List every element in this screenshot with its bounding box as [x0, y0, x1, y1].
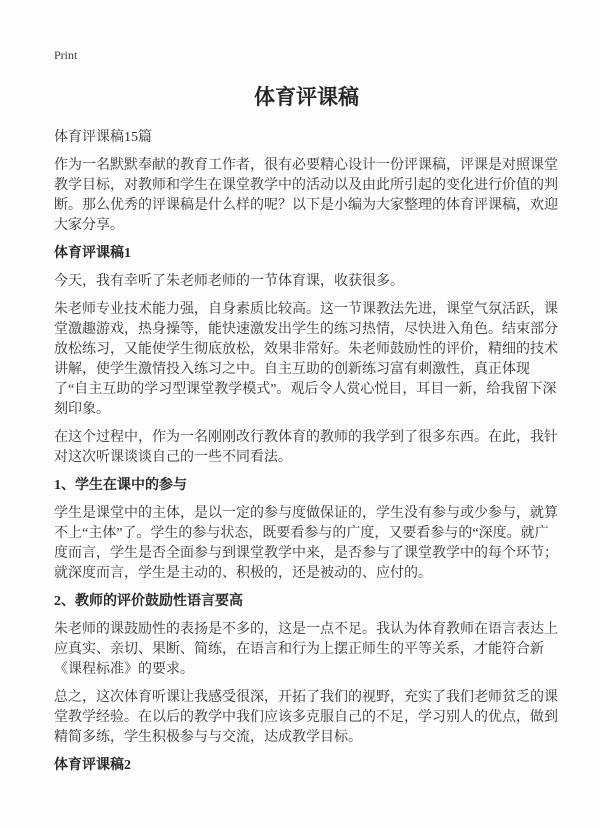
- paragraph: 在这个过程中，作为一名刚刚改行教体育的教师的我学到了很多东西。在此，我针对这次听课谈谈自己的一些不同看法。: [54, 430, 558, 465]
- intro-paragraph: 作为一名默默奉献的教育工作者，很有必要精心设计一份评课稿，评课是对照课堂教学目标，对教师和学生在课堂教学中的活动以及由此所引起的变化进行价值的判断。那么优秀的评课稿是什么样的呢？以下是小编为大家整理的体育评课稿，欢迎大家分享。: [54, 158, 558, 233]
- print-button[interactable]: Print: [54, 48, 78, 62]
- subtitle: 体育评课稿15篇: [54, 130, 152, 145]
- subsection-heading-1: 1、学生在课中的参与: [54, 478, 187, 493]
- document-title: 体育评课稿: [254, 85, 359, 109]
- paragraph: 学生是课堂中的主体，是以一定的参与度做保证的，学生没有参与或少参与，就算不上“主体”了。学生的参与状态，既要看参与的广度，又要看参与的“深度。就广度而言，学生是否全面参与到课堂教学中来，是否参与了课堂教学中的每个环节；就深度而言，学生是主动的、积极的，还是被动的、应付的。: [54, 506, 558, 581]
- paragraph: 朱老师专业技术能力强，自身素质比较高。这一节课教法先进，课堂气氛活跃，课堂激趣游戏，热身操等，能快速激发出学生的练习热情，尽快进入角色。结束部分放松练习，又能使学生彻底放松，效果非常好。朱老师鼓励性的评价，精细的技术讲解，使学生激情投入练习之中。自主互助的创新练习富有刺激性，真正体现了“自主互助的学习型课堂教学模式”。观后令人赏心悦目，耳目一新，给我留下深刻印象。: [54, 302, 558, 417]
- document-body: [54, 128, 559, 776]
- section-heading-2: 体育评课稿2: [54, 758, 131, 773]
- paragraph: 朱老师的课鼓励性的表扬是不多的，这是一点不足。我认为体育教师在语言表达上应真实、亲切、果断、简练，在语言和行为上摆正师生的平等关系，才能符合新《课程标准》的要求。: [54, 622, 558, 677]
- subsection-heading-2: 2、教师的评价鼓励性语言要高: [54, 594, 243, 609]
- paragraph: 今天，我有幸听了朱老师老师的一节体育课，收获很多。: [54, 274, 404, 289]
- paragraph: 总之，这次体育听课让我感受很深，开拓了我们的视野，充实了我们老师贫乏的课堂教学经验。在以后的教学中我们应该多克服自己的不足，学习别人的优点，做到精简多练，学生积极参与与交流，达成教学目标。: [54, 690, 558, 745]
- section-heading-1: 体育评课稿1: [54, 246, 131, 261]
